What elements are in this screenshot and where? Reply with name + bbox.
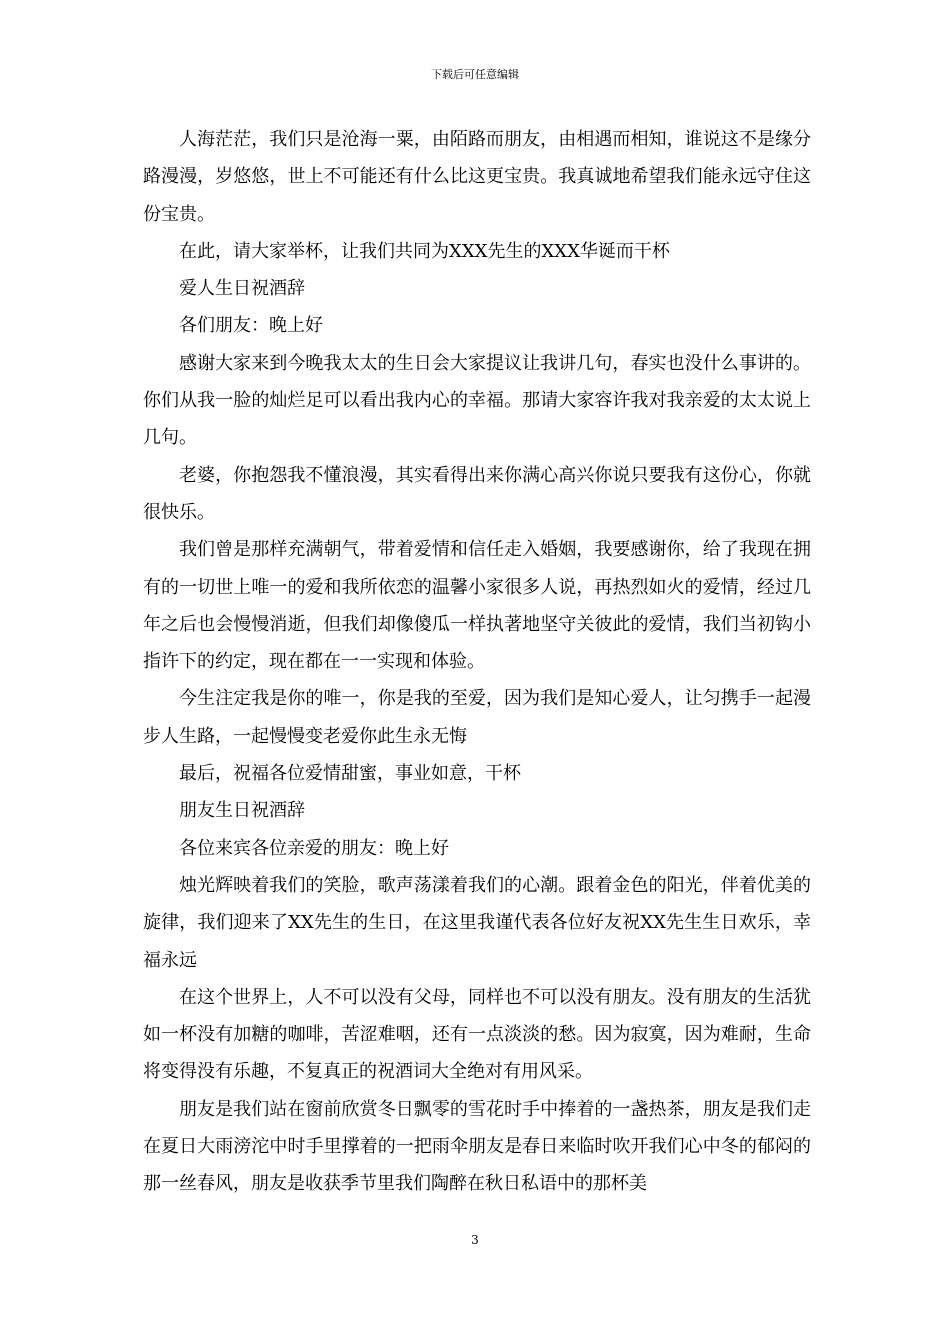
section-heading: 爱人生日祝酒辞: [179, 278, 305, 300]
paragraph: 我们曾是那样充满朝气，带着爱情和信任走入婚姻，我要感谢你，给了我现在拥有的一切世上唯一的爱和我所依恋的温馨小家很多人说，再热烈如火的爱情，经过几年之后也会慢慢消逝，但我们却像傻瓜一样执著地坚守关彼此的爱情，我们当初钩小指许下的约定，现在都在一一实现和体验。: [143, 539, 811, 673]
paragraph: 人海茫茫，我们只是沧海一粟，由陌路而朋友，由相遇而相知，谁说这不是缘分路漫漫，岁悠悠，世上不可能还有什么比这更宝贵。我真诚地希望我们能永远守住这份宝贵。: [143, 129, 811, 225]
page-number: 3: [471, 1233, 479, 1247]
paragraph: 烛光辉映着我们的笑脸，歌声荡漾着我们的心潮。跟着金色的阳光，伴着优美的旋律，我们迎来了XX先生的生日，在这里我谨代表各位好友祝XX先生生日欢乐，幸福永远: [143, 874, 811, 971]
paragraph: 今生注定我是你的唯一，你是我的至爱，因为我们是知心爱人，让匀携手一起漫步人生路，一起慢慢变老爱你此生永无悔: [143, 688, 811, 747]
section-heading: 朋友生日祝酒辞: [179, 800, 305, 822]
paragraph: 在此，请大家举杯，让我们共同为XXX先生的XXX华诞而干杯: [179, 240, 670, 262]
greeting: 各位来宾各位亲爱的朋友：晚上好: [179, 837, 449, 859]
paragraph: 在这个世界上，人不可以没有父母，同样也不可以没有朋友。没有朋友的生活犹如一杯没有加糖的咖啡，苦涩难咽，还有一点淡淡的愁。因为寂寞，因为难耐，生命将变得没有乐趣，不复真正的祝酒词大全绝对有用风采。: [143, 986, 811, 1083]
paragraph: 最后，祝福各位爱情甜蜜，事业如意，干杯: [179, 763, 521, 785]
paragraph: 朋友是我们站在窗前欣赏冬日飘零的雪花时手中捧着的一盏热茶，朋友是我们走在夏日大雨滂沱中时手里撑着的一把雨伞朋友是春日来临时吹开我们心中冬的郁闷的那一丝春风，朋友是收获季节里我们陶醉在秋日私语中的那杯美: [143, 1098, 811, 1195]
greeting: 各们朋友：晚上好: [179, 315, 323, 337]
page-header: 下载后可任意编辑: [431, 68, 519, 81]
paragraph: 感谢大家来到今晚我太太的生日会大家提议让我讲几句，春实也没什么事讲的。你们从我一脸的灿烂足可以看出我内心的幸福。那请大家容许我对我亲爱的太太说上几句。: [143, 352, 811, 449]
paragraph: 老婆，你抱怨我不懂浪漫，其实看得出来你满心高兴你说只要我有这份心，你就很快乐。: [143, 464, 811, 523]
document-body: [143, 121, 811, 1203]
